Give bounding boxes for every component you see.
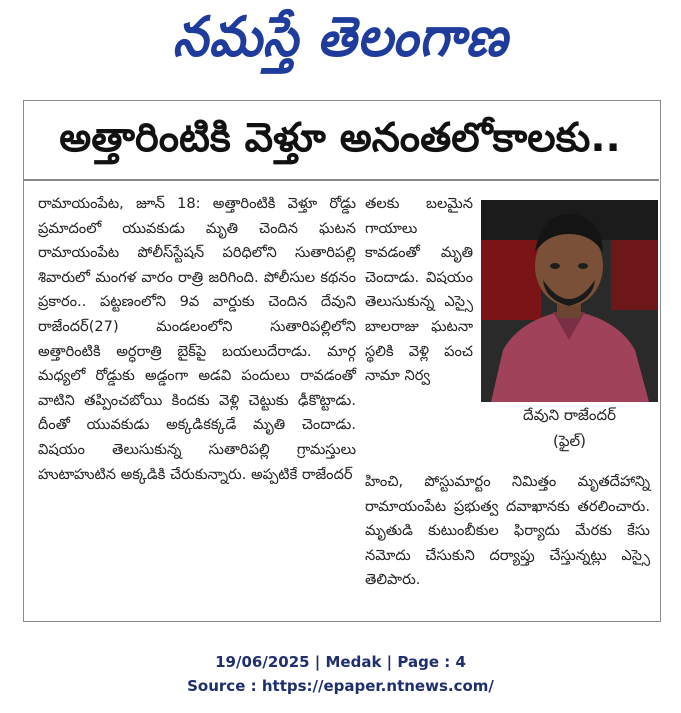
masthead-title: నమస్తే తెలంగాణ (172, 5, 509, 69)
footer-source-link[interactable]: https://epaper.ntnews.com/ (261, 677, 494, 695)
headline: అత్తారింటికి వెళ్తూ అనంతలోకాలకు.. (59, 115, 621, 161)
photo-caption-note: (ఫైల్) (552, 432, 586, 450)
footer-line-2 (0, 674, 681, 698)
photo-caption (481, 402, 658, 454)
article-column-2 (365, 192, 473, 462)
article-bottom-block (365, 470, 650, 610)
headline-divider (23, 179, 659, 181)
footer-edition: Medak (325, 653, 382, 671)
footer-source-label: Source : (187, 677, 257, 695)
person-photo (481, 200, 658, 402)
person-photo-illustration (481, 200, 658, 402)
article-text-3: హించి, పోస్టుమార్టం నిమిత్తం మృతదేహాన్ని రామాయంపేట ప్రభుత్వ దవాఖానకు తరలించారు. మృతుడి కుటుంబీకుల ఫిర్యాదు మేరకు కేసు నమోదు చేసుకుని దర్యాప్తు చేస్తున్నట్లు ఎస్సై తెలిపారు. (365, 473, 650, 589)
article-column-1 (38, 192, 356, 610)
masthead (0, 4, 681, 72)
photo-caption-name: దేవుని రాజేందర్ (523, 406, 616, 424)
footer (0, 650, 681, 698)
footer-line-1: 19/06/2025 | Medak | Page : 4 (215, 653, 466, 671)
article-text-1: రామాయంపేట, జూన్ 18: అత్తారింటికి వెళ్తూ రోడ్డు ప్రమాదంలో యువకుడు మృతి చెందిన ఘటన రామాయంపేట పోలీస్‌స్టేషన్ పరిధిలోని సుతారిపల్లి శివారులో మంగళ వారం రాత్రి జరిగింది. పోలీసుల కథనం ప్రకారం.. పట్టణంలోని 9వ వార్డుకు చెందిన దేవుని రాజేందర్(27) మండలంలోని సుతారిపల్లిలోని అత్తారింటికి అర్ధరాత్రి బైక్‌పై బయలుదేరాడు. మార్గ మధ్యలో రోడ్డుకు అడ్డంగా అడవి పందులు రావడంతో వాటిని తప్పించబోయి కిందకు వెళ్లి చెట్టుకు ఢీకొట్టాడు. దీంతో యువకుడు అక్కడికక్కడే మృతి చెందాడు. విషయం తెలుసుకున్న సుతారిపల్లి గ్రామస్తులు హుటాహుటిన అక్కడికి చేరుకున్నారు. అప్పటికే రాజేందర్ (38, 195, 356, 483)
footer-date: 19/06/2025 (215, 653, 310, 671)
article-text-2: తలకు బలమైన గాయాలు కావడంతో మృతి చెందాడు. విషయం తెలుసుకున్న ఎస్సై బాలరాజు ఘటనా స్థలికి వెళ్లి పంచ నామా నిర్వ (365, 195, 473, 385)
footer-page: Page : 4 (397, 653, 466, 671)
